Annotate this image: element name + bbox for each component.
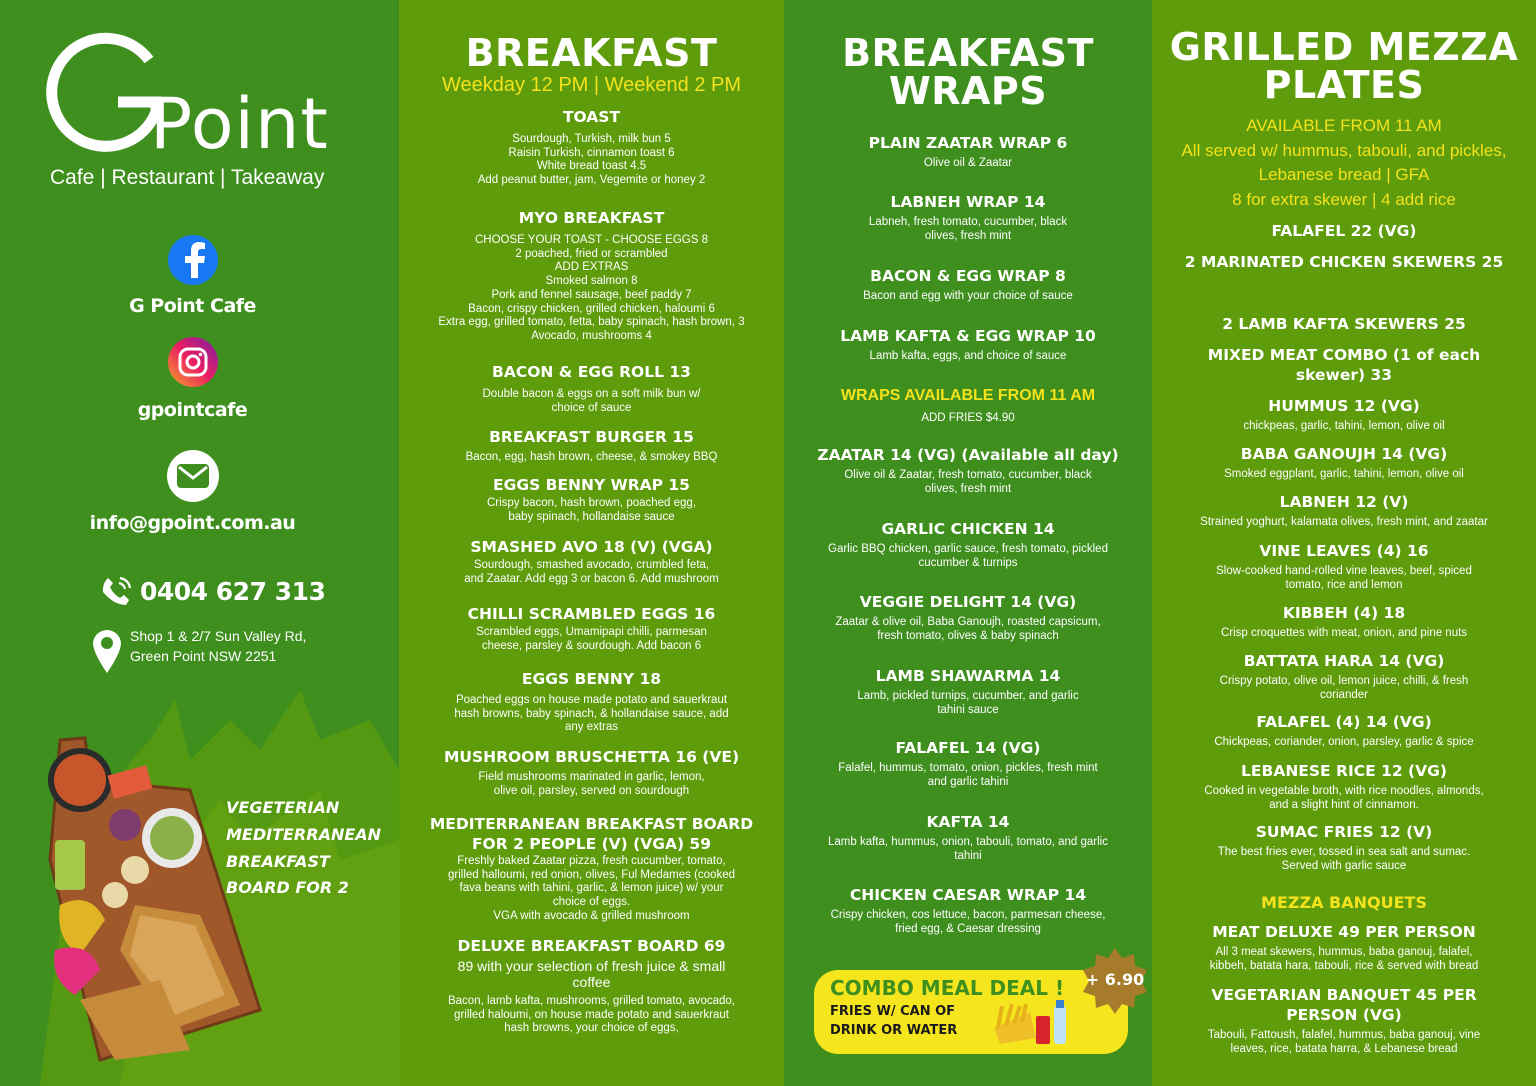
menu-item-desc: Add peanut butter, jam, Vegemite or honey 2 <box>477 174 706 187</box>
menu-item-name: FALAFEL 22 (VG) <box>1271 222 1417 240</box>
menu-item-desc: olives, fresh mint <box>924 229 1012 242</box>
wraps-title <box>784 31 1152 113</box>
menu-item-desc: 2 poached, fried or scrambled <box>515 247 668 260</box>
wrap-item <box>784 738 1152 789</box>
logo-g-mark <box>44 30 164 156</box>
menu-item-desc: Tabouli, Fattoush, falafel, hummus, baba ganouj, vine <box>1207 1029 1481 1041</box>
menu-item-desc: tahini <box>954 849 982 862</box>
menu-item-name: BACON & EGG ROLL 13 <box>492 363 691 381</box>
menu-item-desc: fava beans with tahini, garlic, & lemon juice) w/ your <box>459 882 724 895</box>
menu-item-name: PLAIN ZAATAR WRAP 6 <box>868 134 1068 152</box>
menu-item-name: MEAT DELUXE 49 PER PERSON <box>1212 923 1476 941</box>
menu-item-chilli-scrambled-eggs <box>399 604 784 653</box>
mezza-item <box>1152 822 1536 873</box>
menu-item-desc: hash browns, baby spinach, & hollandaise sauce, add <box>454 707 729 720</box>
menu-item-desc: and a slight hint of cinnamon. <box>1269 798 1419 811</box>
facebook-link[interactable] <box>0 235 385 317</box>
menu-item-desc: olive oil, parsley, served on sourdough <box>493 784 690 797</box>
menu-item-name: EGGS BENNY WRAP 15 <box>493 476 690 494</box>
mezza-column <box>1152 0 1536 1086</box>
menu-item-mediterranean-board <box>399 814 784 924</box>
menu-item-desc: Bacon and egg with your choice of sauce <box>863 290 1073 302</box>
menu-item-name: BABA GANOUJH 14 (VG) <box>1240 445 1448 463</box>
menu-item-name: LAMB KAFTA & EGG WRAP 10 <box>840 327 1096 345</box>
wrap-item <box>784 812 1152 863</box>
email-label: info@gpoint.com.au <box>89 512 296 534</box>
board-promo-line: VEGETERIAN <box>226 798 340 817</box>
menu-item-name: 2 LAMB KAFTA SKEWERS 25 <box>1222 315 1466 333</box>
wrap-item <box>784 519 1152 570</box>
menu-item-desc: chickpeas, garlic, tahini, lemon, olive oil <box>1243 420 1445 432</box>
menu-item-name: HUMMUS 12 (VG) <box>1268 397 1420 415</box>
fries-drink-icon <box>992 998 1072 1048</box>
combo-line: FRIES W/ CAN OF <box>830 1004 956 1019</box>
mezza-item <box>1152 651 1536 702</box>
facebook-label: G Point Cafe <box>129 295 256 317</box>
mezza-item <box>1152 541 1536 592</box>
menu-item-desc: Bacon, crispy chicken, grilled chicken, haloumi 6 <box>468 302 715 315</box>
mezza-item <box>1152 603 1536 641</box>
menu-item-name: MUSHROOM BRUSCHETTA 16 (VE) <box>443 748 740 766</box>
menu-item-desc: fried egg, & Caesar dressing <box>895 922 1041 935</box>
menu-item-name: FOR 2 PEOPLE (V) (VGA) 59 <box>471 835 712 853</box>
menu-item-desc: cheese, parsley & sourdough. Add bacon 6 <box>481 639 702 652</box>
menu-item-desc: Bacon, egg, hash brown, cheese, & smokey BBQ <box>465 451 718 463</box>
mezza-item <box>1152 492 1536 530</box>
menu-item-name: KAFTA 14 <box>926 813 1010 831</box>
menu-item-desc: Strained yoghurt, kalamata olives, fresh mint, and zaatar <box>1200 516 1488 528</box>
menu-item-desc: Scrambled eggs, Umamipapi chilli, parmesan <box>476 626 707 638</box>
menu-item-name: TOAST <box>562 108 621 126</box>
menu-item-name: 2 MARINATED CHICKEN SKEWERS 25 <box>1184 253 1504 271</box>
banquet-item <box>1152 985 1536 1056</box>
menu-item-desc: Avocado, mushrooms 4 <box>531 329 652 342</box>
menu-item-desc: Smoked salmon 8 <box>545 275 638 288</box>
wraps-notice <box>784 386 1152 426</box>
menu-item-name: ZAATAR 14 (VG) (Available all day) <box>817 446 1119 464</box>
banquets-title: MEZZA BANQUETS <box>1261 893 1427 912</box>
menu-item-name: VINE LEAVES (4) 16 <box>1259 542 1429 560</box>
menu-item-breakfast-burger <box>399 427 784 465</box>
menu-item-desc: Crispy potato, olive oil, lemon juice, chilli, & fresh <box>1219 675 1469 687</box>
menu-item-desc: grilled halloumi, red onion, olives, Ful Medames (cooked <box>447 868 735 881</box>
menu-item-name: CHILLI SCRAMBLED EGGS 16 <box>467 605 716 623</box>
menu-item-bacon-egg-roll <box>399 362 784 415</box>
wrap-item <box>784 133 1152 171</box>
mezza-item <box>1152 712 1536 750</box>
phone-link[interactable] <box>100 574 325 608</box>
menu-item-desc: Raisin Turkish, cinnamon toast 6 <box>508 146 675 159</box>
mezza-sub-line: All served w/ hummus, tabouli, and pickles, <box>1181 140 1507 160</box>
menu-item-eggs-benny-wrap <box>399 475 784 524</box>
location-pin-icon <box>90 626 124 674</box>
mezza-item <box>1152 396 1536 434</box>
wrap-item <box>784 592 1152 643</box>
menu-item-eggs-benny <box>399 669 784 735</box>
menu-item-desc: Lamb, pickled turnips, cucumber, and garlic <box>857 690 1079 702</box>
address <box>90 626 306 674</box>
menu-item-name: LEBANESE RICE 12 (VG) <box>1241 762 1447 780</box>
menu-item-desc: Lamb kafta, hummus, onion, tabouli, tomato, and garlic <box>828 836 1108 848</box>
menu-item-name: LABNEH WRAP 14 <box>890 193 1046 211</box>
phone-number: 0404 627 313 <box>140 576 326 606</box>
menu-item-desc: Double bacon & eggs on a soft milk bun w/ <box>482 388 701 400</box>
menu-item-desc: Chickpeas, coriander, onion, parsley, garlic & spice <box>1214 736 1474 748</box>
menu-item-name: GARLIC CHICKEN 14 <box>881 520 1055 538</box>
combo-price-badge <box>1080 946 1150 1016</box>
menu-item-desc: Crispy chicken, cos lettuce, bacon, parmesan cheese, <box>830 909 1106 921</box>
menu-item-desc: choice of sauce <box>551 401 632 414</box>
menu-item-desc: tahini sauce <box>937 703 999 716</box>
menu-item-mushroom-bruschetta <box>399 747 784 798</box>
menu-item-desc: Slow-cooked hand-rolled vine leaves, beef, spiced <box>1216 565 1472 577</box>
menu-item-name: MYO BREAKFAST <box>518 209 665 227</box>
wraps-notice-sub: ADD FRIES $4.90 <box>921 412 1015 424</box>
menu-item-desc: Field mushrooms marinated in garlic, lemon, <box>478 771 705 783</box>
mezza-title-line: GRILLED MEZZA <box>1169 25 1519 69</box>
menu-item-name: FALAFEL 14 (VG) <box>895 739 1041 757</box>
logo-wordmark: Point <box>150 83 329 165</box>
menu-item-desc: Labneh, fresh tomato, cucumber, black <box>868 216 1068 228</box>
menu-item-desc: Poached eggs on house made potato and sauerkraut <box>455 694 728 706</box>
instagram-label: gpointcafe <box>137 399 248 421</box>
menu-item-name: VEGETARIAN BANQUET 45 PER <box>1211 986 1477 1004</box>
mezza-item <box>1152 761 1536 812</box>
wrap-item <box>784 666 1152 717</box>
breakfast-hours: Weekday 12 PM | Weekend 2 PM <box>441 74 742 96</box>
wraps-notice-title: WRAPS AVAILABLE FROM 11 AM <box>840 387 1096 404</box>
board-promo-line: MEDITERRANEAN <box>226 824 382 844</box>
menu-item-desc: Crisp croquettes with meat, onion, and pine nuts <box>1220 627 1468 639</box>
menu-item-name: DELUXE BREAKFAST BOARD 69 <box>457 937 726 955</box>
menu-item-desc: Served with garlic sauce <box>1281 859 1407 872</box>
menu-item-desc: The best fries ever, tossed in sea salt and sumac. <box>1217 846 1471 858</box>
menu-item-name: BATTATA HARA 14 (VG) <box>1243 652 1445 670</box>
menu-item-name: CHICKEN CAESAR WRAP 14 <box>849 886 1087 904</box>
wrap-item <box>784 885 1152 936</box>
wraps-title-line: WRAPS <box>888 69 1048 113</box>
menu-item-desc: VGA with avocado & grilled mushroom <box>493 909 690 922</box>
menu-item-desc: Garlic BBQ chicken, garlic sauce, fresh tomato, pickled <box>828 543 1108 555</box>
menu-item-name: VEGGIE DELIGHT 14 (VG) <box>859 593 1077 611</box>
breakfast-column <box>399 0 784 1086</box>
menu-item-desc: All 3 meat skewers, hummus, baba ganouj, falafel, <box>1215 946 1473 958</box>
mezza-title <box>1152 25 1536 107</box>
mezza-sub-line: 8 for extra skewer | 4 add rice <box>1232 189 1456 209</box>
wrap-item <box>784 266 1152 304</box>
menu-item-desc: coriander <box>1320 688 1368 701</box>
menu-item-desc: any extras <box>564 721 619 734</box>
phone-icon <box>100 574 134 608</box>
menu-item-sub: 89 with your selection of fresh juice & small <box>457 958 726 974</box>
menu-item-desc: grilled haloumi, on house made potato and sauerkraut <box>454 1008 729 1021</box>
menu-item-name: BACON & EGG WRAP 8 <box>870 267 1066 285</box>
menu-item-myo <box>399 208 784 344</box>
banquet-item <box>1152 922 1536 973</box>
wrap-item <box>784 445 1152 496</box>
menu-item-desc: Falafel, hummus, tomato, onion, pickles, fresh mint <box>838 762 1098 774</box>
menu-item-desc: Bacon, lamb kafta, mushrooms, grilled tomato, avocado, <box>447 995 735 1007</box>
menu-item-desc: White bread toast 4.5 <box>536 160 647 173</box>
board-promo <box>226 795 381 902</box>
mezza-title-line: PLATES <box>1263 63 1425 107</box>
mezza-item <box>1152 444 1536 482</box>
menu-item-name: KIBBEH (4) 18 <box>1282 604 1406 622</box>
instagram-link[interactable] <box>0 337 385 421</box>
breakfast-title: BREAKFAST <box>465 31 718 75</box>
info-column <box>0 0 399 1086</box>
menu-item-name: LAMB SHAWARMA 14 <box>875 667 1061 685</box>
mezza-sub-line: AVAILABLE FROM 11 AM <box>1246 116 1442 135</box>
menu-item-desc: Cooked in vegetable broth, with rice noodles, almonds, <box>1204 785 1484 797</box>
combo-line: DRINK OR WATER <box>830 1023 958 1038</box>
menu-item-desc: choice of eggs. <box>552 896 631 909</box>
menu-item-desc: Extra egg, grilled tomato, fetta, baby spinach, hash brown, 3 <box>438 316 745 329</box>
menu-item-desc: Sourdough, Turkish, milk bun 5 <box>512 133 671 145</box>
brand-tagline: Cafe | Restaurant | Takeaway <box>50 166 325 189</box>
menu-item-desc: CHOOSE YOUR TOAST - CHOOSE EGGS 8 <box>474 234 709 246</box>
menu-item-name: LABNEH 12 (V) <box>1279 493 1409 511</box>
address-line-1: Shop 1 & 2/7 Sun Valley Rd, <box>130 628 307 644</box>
board-promo-line: BOARD FOR 2 <box>226 878 349 898</box>
menu-item-desc: leaves, rice, batata harra, & Lebanese bread <box>1230 1042 1458 1055</box>
menu-item-name: SUMAC FRIES 12 (V) <box>1255 823 1433 841</box>
menu-item-desc: baby spinach, hollandaise sauce <box>508 510 675 523</box>
menu-item-name: FALAFEL (4) 14 (VG) <box>1256 713 1432 731</box>
combo-title: COMBO MEAL DEAL ! <box>830 976 1065 1000</box>
menu-item-desc: Smoked eggplant, garlic, tahini, lemon, olive oil <box>1224 468 1464 480</box>
wrap-item <box>784 192 1152 243</box>
mezza-subtitle <box>1152 114 1536 212</box>
menu-item-desc: Olive oil & Zaatar, fresh tomato, cucumber, black <box>844 469 1092 481</box>
wrap-item <box>784 326 1152 364</box>
instagram-icon <box>168 337 218 387</box>
menu-item-desc: kibbeh, batata hara, tabouli, rice & served with bread <box>1209 959 1479 972</box>
facebook-icon <box>168 235 218 285</box>
menu-item-name: EGGS BENNY 18 <box>521 670 662 688</box>
menu-item-desc: hash browns, your choice of eggs, <box>504 1022 679 1035</box>
menu-item-desc: Lamb kafta, eggs, and choice of sauce <box>869 350 1067 362</box>
menu-item-desc: Sourdough, smashed avocado, crumbled feta, <box>473 559 710 571</box>
email-link[interactable] <box>0 450 385 534</box>
address-line-2: Green Point NSW 2251 <box>130 648 277 664</box>
combo-meal-deal <box>814 970 1145 1054</box>
mezza-item <box>1152 345 1536 385</box>
menu-item-desc: olives, fresh mint <box>924 482 1012 495</box>
menu-item-desc: and Zaatar. Add egg 3 or bacon 6. Add mushroom <box>464 572 719 585</box>
board-promo-line: BREAKFAST <box>226 851 330 871</box>
menu-item-desc: Zaatar & olive oil, Baba Ganoujh, roasted capsicum, <box>835 616 1101 628</box>
menu-item-name: SMASHED AVO 18 (V) (VGA) <box>470 538 713 556</box>
menu-item-smashed-avo <box>399 537 784 586</box>
wraps-column <box>784 0 1152 1086</box>
combo-price: + 6.90 <box>1085 970 1145 989</box>
menu-item-name: MEDITERRANEAN BREAKFAST BOARD <box>429 815 754 833</box>
menu-item-desc: Crispy bacon, hash brown, poached egg, <box>486 497 697 509</box>
email-icon <box>167 450 219 502</box>
menu-item-toast <box>399 107 784 188</box>
menu-item-desc: cucumber & turnips <box>918 556 1018 569</box>
menu-item-deluxe-board <box>399 936 784 1036</box>
menu-item-desc: and garlic tahini <box>927 775 1009 788</box>
menu-item-desc: fresh tomato, olives & baby spinach <box>877 629 1059 642</box>
menu-item-name: BREAKFAST BURGER 15 <box>489 428 694 446</box>
mezza-sub-line: Lebanese bread | GFA <box>1258 165 1430 184</box>
menu-item-sub: coffee <box>572 974 611 990</box>
menu-item-desc: ADD EXTRAS <box>554 261 629 274</box>
menu-item-desc: tomato, rice and lemon <box>1285 578 1403 591</box>
wraps-title-line: BREAKFAST <box>842 31 1094 75</box>
menu-item-desc: Freshly baked Zaatar pizza, fresh cucumber, tomato, <box>457 855 726 867</box>
menu-item-desc: Olive oil & Zaatar <box>923 157 1013 169</box>
menu-item-name: skewer) 33 <box>1295 366 1393 384</box>
menu-item-name: MIXED MEAT COMBO (1 of each <box>1207 346 1481 364</box>
menu-item-desc: Pork and fennel sausage, beef paddy 7 <box>491 288 692 301</box>
menu-item-name: PERSON (VG) <box>1286 1006 1402 1024</box>
